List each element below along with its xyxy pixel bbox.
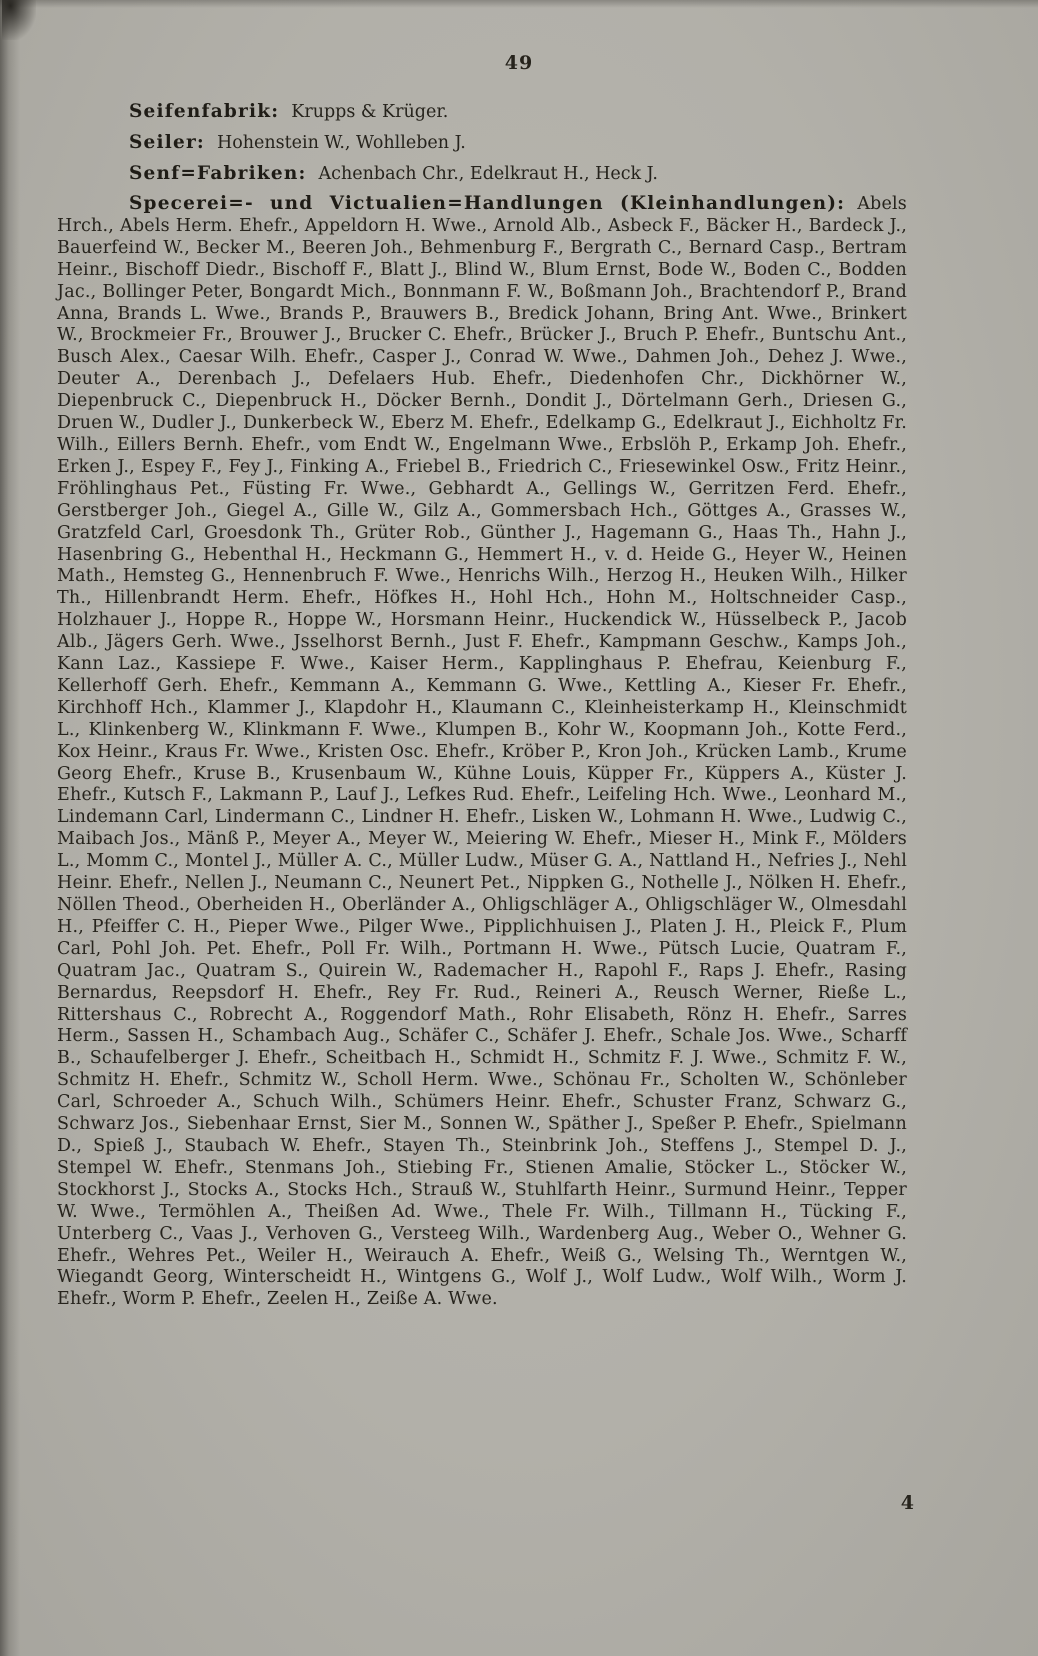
- entry-body: Achenbach Chr., Edelkraut H., Heck J.: [318, 164, 658, 184]
- entry-body: Abels Hrch., Abels Herm. Ehefr., Appeldorn H. Wwe., Arnold Alb., Asbeck F., Bäcker H., Bardeck J., Bauerfeind W., Becker M., Beeren Joh., Behmenburg F., Bergrath C., Bernard Casp., Bertram Heinr., Bischoff Diedr., Bischoff F., Blatt J., Blind W., Blum Ernst, Bode W., Boden C., Bodden Jac., Bollinger Peter, Bongardt Mich., Bonnmann F. W., Boßmann Joh., Brachtendorf P., Brand Anna, Brands L. Wwe., Brands P., Brauwers B., Bredick Johann, Bring Ant. Wwe., Brinkert W., Brockmeier Fr., Brouwer J., Brucker C. Ehefr., Brücker J., Bruch P. Ehefr., Buntschu Ant., Busch Alex., Caesar Wilh. Ehefr., Casper J., Conrad W. Wwe., Dahmen Joh., Dehez J. Wwe., Deuter A., Derenbach J., Defelaers Hub. Ehefr., Diedenhofen Chr., Dickhörner W., Diepenbruck C., Diepenbruck H., Döcker Bernh., Dondit J., Dörtelmann Gerh., Driesen G., Druen W., Dudler J., Dunkerbeck W., Eberz M. Ehefr., Edelkamp G., Edelkraut J., Eichholtz Fr. Wilh., Eillers Bernh. Ehefr., vom Endt W., Engelmann Wwe., Erbslöh P., Erkamp Joh. Ehefr., Erken J., Espey F., Fey J., Finking A., Friebel B., Friedrich C., Friesewinkel Osw., Fritz Heinr., Fröhlinghaus Pet., Füsting Fr. Wwe., Gebhardt A., Gellings W., Gerritzen Ferd. Ehefr., Gerstberger Joh., Giegel A., Gille W., Gilz A., Gommersbach Hch., Göttges A., Grasses W., Gratzfeld Carl, Groesdonk Th., Grüter Rob., Günther J., Hagemann G., Haas Th., Hahn J., Hasenbring G., Hebenthal H., Heckmann G., Hemmert H., v. d. Heide G., Heyer W., Heinen Math., Hemsteg G., Hennenbruch F. Wwe., Henrichs Wilh., Herzog H., Heuken Wilh., Hilker Th., Hillenbrandt Herm. Ehefr., Höfkes H., Hohl Hch., Hohn M., Holtschneider Casp., Holzhauer J., Hoppe R., Hoppe W., Horsmann Heinr., Huckendick W., Hüsselbeck P., Jacob Alb., Jägers Gerh. Wwe., Jsselhorst Bernh., Just F. Ehefr., Kampmann Geschw., Kamps Joh., Kann Laz., Kassiepe F. Wwe., Kaiser Herm., Kapplinghaus P. Ehefrau, Keienburg F., Kellerhoff Gerh. Ehefr., Kemmann A., Kemmann G. Wwe., Kettling A., Kieser Fr. Ehefr., Kirchhoff Hch., Klammer J., Klapdohr H., Klaumann C., Kleinheisterkamp H., Kleinschmidt L., Klinkenberg W., Klinkmann F. Wwe., Klumpen B., Kohr W., Koopmann Joh., Kotte Ferd., Kox Heinr., Kraus Fr. Wwe., Kristen Osc. Ehefr., Kröber P., Kron Joh., Krücken Lamb., Krume Georg Ehefr., Kruse B., Krusenbaum W., Kühne Louis, Küpper Fr., Küppers A., Küster J. Ehefr., Kutsch F., Lakmann P., Lauf J., Lefkes Rud. Ehefr., Leifeling Hch. Wwe., Leonhard M., Lindemann Carl, Lindermann C., Lindner H. Ehefr., Lisken W., Lohmann H. Wwe., Ludwig C., Maibach Jos., Mänß P., Meyer A., Meyer W., Meiering W. Ehefr., Mieser H., Mink F., Mölders L., Momm C., Montel J., Müller A. C., Müller Ludw., Müser G. A., Nattland H., Nefries J., Nehl Heinr. Ehefr., Nellen J., Neumann C., Neunert Pet., Nippken G., Nothelle J., Nölken H. Ehefr., Nöllen Theod., Oberheiden H., Oberländer A., Ohligschläger A., Ohligschläger W., Olmesdahl H., Pfeiffer C. H., Pieper Wwe., Pilger Wwe., Pipplichhuisen J., Platen J. H., Pleick F., Plum Carl, Pohl Joh. Pet. Ehefr., Poll Fr. Wilh., Portmann H. Wwe., Pütsch Lucie, Quatram F., Quatram Jac., Quatram S., Quirein W., Rademacher H., Rapohl F., Raps J. Ehefr., Rasing Bernardus, Reepsdorf H. Ehefr., Rey Fr. Rud., Reineri A., Reusch Werner, Rieße L., Rittershaus C., Robrecht A., Roggendorf Math., Rohr Elisabeth, Rönz H. Ehefr., Sarres Herm., Sassen H., Schambach Aug., Schäfer C., Schäfer J. Ehefr., Schale Jos. Wwe., Scharff B., Schaufelberger J. Ehefr., Scheitbach H., Schmidt H., Schmitz F. J. Wwe., Schmitz F. W., Schmitz H. Ehefr., Schmitz W., Scholl Herm. Wwe., Schönau Fr., Scholten W., Schönleber Carl, Schroeder A., Schuch Wilh., Schümers Heinr. Ehefr., Schuster Franz, Schwarz G., Schwarz Jos., Siebenhaar Ernst, Sier M., Sonnen W., Späther J., Speßer P. Ehefr., Spielmann D., Spieß J., Staubach W. Ehefr., Stayen Th., Steinbrink Joh., Steffens J., Stempel D. J., Stempel W. Ehefr., Stenmans Joh., Stiebing Fr., Stienen Amalie, Stöcker L., Stöcker W., Stockhorst J., Stocks A., Stocks Hch., Strauß W., Stuhlfarth Heinr., Surmund Heinr., Tepper W. Wwe., Termöhlen A., Theißen Ad. Wwe., Thele Fr. Wilh., Tillmann H., Tücking F., Unterberg C., Vaas J., Verhoven G., Versteeg Wilh., Wardenberg Aug., Weber O., Wehner G. Ehefr., Wehres Pet., Weiler H., Weirauch A. Ehefr., Weiß G., Welsing Th., Werntgen W., Wiegandt Georg, Winterscheidt H., Wintgens G., Wolf J., Wolf Ludw., Wolf Wilh., Worm J. Ehefr., Worm P. Ehefr., Zeelen H., Zeiße A. Wwe.: [57, 194, 907, 1310]
- scan-corner-smudge: [2, 0, 36, 40]
- directory-entry-senf-fabriken: [57, 162, 907, 186]
- entry-body: Hohenstein W., Wohlleben J.: [216, 133, 466, 153]
- entry-heading: Seifenfabrik:: [129, 101, 280, 122]
- entry-heading: Seiler:: [129, 132, 205, 153]
- scan-left-edge-shadow: [0, 0, 20, 1656]
- entry-heading: Specerei=- und Victualien=Handlungen (Kleinhandlungen):: [129, 193, 846, 214]
- entry-body: Krupps & Krüger.: [291, 102, 449, 122]
- directory-entry-specerei-handlungen: [57, 193, 907, 1311]
- entry-heading: Senf=Fabriken:: [129, 163, 307, 184]
- sheet-number: 4: [900, 1492, 914, 1514]
- directory-entry-seiler: [57, 131, 907, 155]
- scan-top-edge-shadow: [0, 0, 1038, 8]
- directory-content: [57, 100, 907, 1318]
- page-number: 49: [504, 52, 534, 74]
- directory-entry-seifenfabrik: [57, 100, 907, 124]
